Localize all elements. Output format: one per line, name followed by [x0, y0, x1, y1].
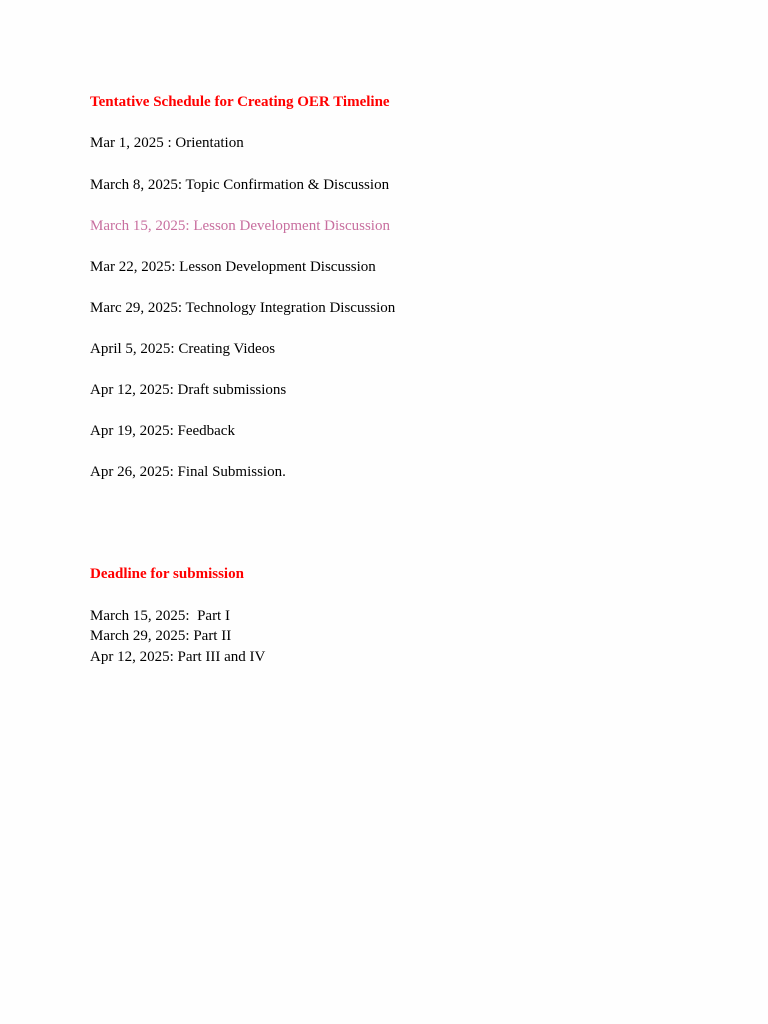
- schedule-item: Mar 1, 2025 : Orientation: [90, 135, 244, 151]
- schedule-item: Apr 19, 2025: Feedback: [90, 423, 235, 439]
- deadline-item: March 15, 2025: Part I: [90, 608, 230, 624]
- deadline-title: Deadline for submission: [90, 566, 244, 582]
- schedule-item: Apr 26, 2025: Final Submission.: [90, 464, 286, 480]
- deadline-item: March 29, 2025: Part II: [90, 628, 232, 644]
- schedule-item: March 8, 2025: Topic Confirmation & Discussion: [90, 177, 390, 193]
- schedule-item: Marc 29, 2025: Technology Integration Discussion: [90, 300, 396, 316]
- schedule-item: April 5, 2025: Creating Videos: [90, 341, 276, 357]
- deadline-item: Apr 12, 2025: Part III and IV: [90, 649, 266, 665]
- schedule-item-highlighted: March 15, 2025: Lesson Development Discussion: [90, 218, 390, 234]
- schedule-item: Apr 12, 2025: Draft submissions: [90, 382, 287, 398]
- schedule-item: Mar 22, 2025: Lesson Development Discussion: [90, 259, 376, 275]
- schedule-title: Tentative Schedule for Creating OER Timeline: [90, 94, 390, 110]
